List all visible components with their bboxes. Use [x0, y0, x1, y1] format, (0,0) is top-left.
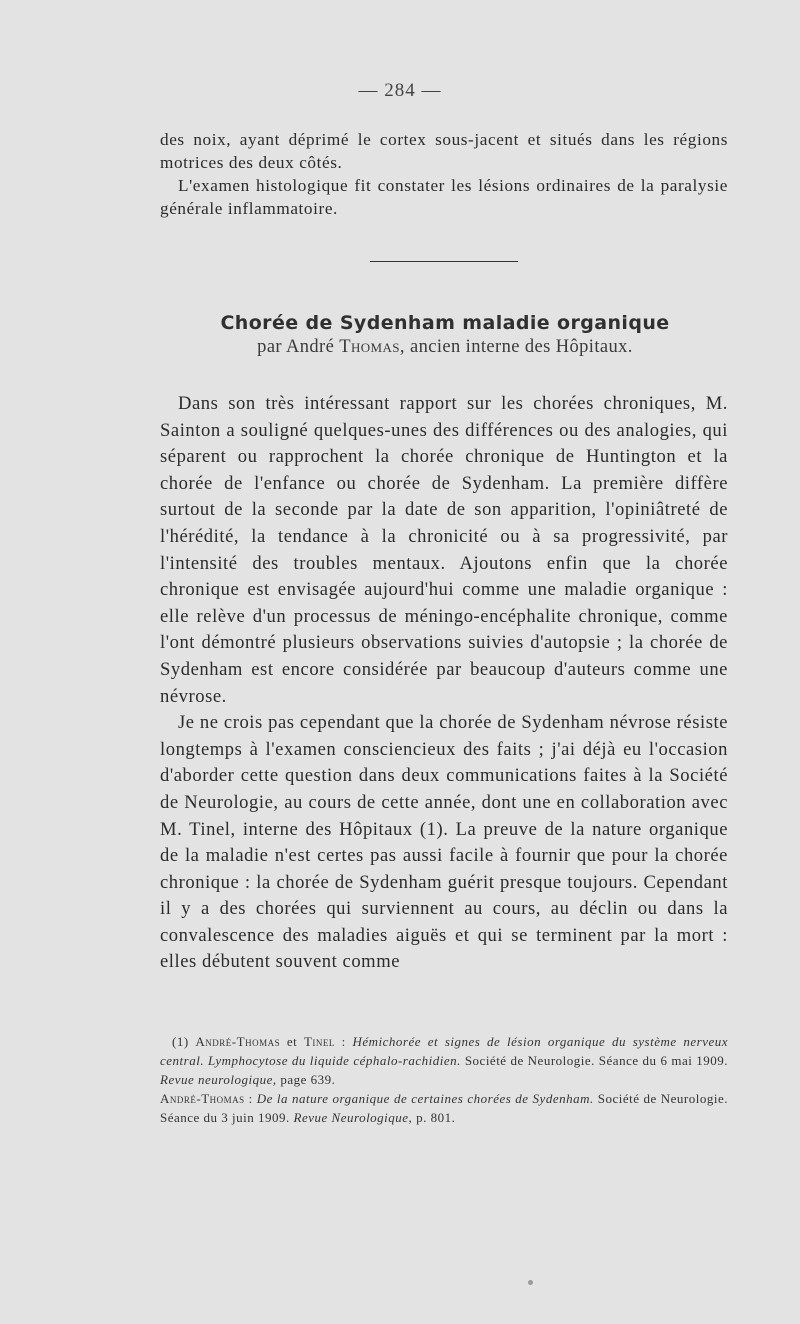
page-number: — 284 —	[358, 80, 442, 101]
footnote-2-author: André-Thomas	[160, 1091, 245, 1106]
footnote-2-details: Société de Neurologie. Séance du 3 juin 1909.	[160, 1091, 728, 1125]
intro-paragraph-1: des noix, ayant déprimé le cortex sous-jacent et situés dans les régions motrices des deux côtés.	[160, 130, 728, 172]
article-byline	[0, 337, 800, 358]
footnote-1-et: et	[286, 1034, 298, 1049]
footnote-2-title: De la nature organique de certaines chorées de Sydenham.	[256, 1091, 594, 1106]
body-paragraph-2	[160, 710, 728, 976]
intro-section	[160, 128, 728, 220]
footnote-1-details: Société de Neurologie. Séance du 6 mai 1909.	[464, 1053, 729, 1068]
footnote-1-number: (1)	[172, 1034, 189, 1049]
footnote-1-page: page 639.	[280, 1072, 336, 1087]
intro-paragraph-2-text: L'examen histologique fit constater les lésions ordinaires de la paralysie générale inflammatoire.	[160, 176, 728, 218]
footnote-1	[160, 1032, 728, 1089]
paper-speck	[528, 1280, 533, 1285]
article-body	[160, 391, 728, 976]
footnote-1-journal: Revue neurologique,	[160, 1072, 277, 1087]
footnote-2-journal: Revue Neurologique,	[293, 1110, 413, 1125]
body-paragraph-2-text: Je ne crois pas cependant que la chorée de Sydenham névrose résiste longtemps à l'examen consciencieux des faits ; j'ai déjà eu l'occasion d'aborder cette question dans deux communications faites à la Société de Neurologie, au cours de cette année, dont une en collaboration avec M. Tinel, interne des Hôpitaux (1). La preuve de la nature organique de la maladie n'est certes pas aussi facile à fournir que pour la chorée chronique : la chorée de Sydenham guérit presque toujours. Cependant il y a des chorées qui surviennent au cours, au déclin ou dans la convalescence des maladies aiguës et qui se terminent par la mort : elles débutent souvent comme	[160, 712, 728, 973]
byline-author-name: Thomas	[339, 337, 400, 357]
footnote-1-author-2: Tinel	[303, 1034, 335, 1049]
footnote-1-title-2: Lymphocytose du liquide céphalo-rachidien.	[208, 1053, 461, 1068]
section-divider	[370, 261, 518, 262]
body-paragraph-1	[160, 391, 728, 710]
article-title: Chorée de Sydenham maladie organique	[220, 312, 670, 334]
intro-paragraph-2	[160, 174, 728, 220]
footnote-1-author-1: André-Thomas	[195, 1034, 281, 1049]
footnotes	[160, 1032, 728, 1127]
footnote-1-colon: :	[334, 1034, 353, 1049]
footnote-2	[160, 1089, 728, 1127]
byline-suffix: , ancien interne des Hôpitaux.	[399, 337, 633, 357]
footnote-1-title: Hémichorée et signes de lésion organique du système nerveux central.	[160, 1034, 729, 1068]
body-paragraph-1-text: Dans son très intéressant rapport sur les chorées chroniques, M. Sainton a souligné quelques-unes des différences ou des analogies, qui séparent ou rapprochent la chorée chronique de Huntington et la chorée de l'enfance ou chorée de Sydenham. La première diffère surtout de la seconde par la date de son apparition, l'opiniâtreté de l'hérédité, la tendance à la chronicité ou à sa progressivité, par l'intensité des troubles mentaux. Ajoutons enfin que la chorée chronique est envisagée aujourd'hui comme une maladie organique : elle relève d'un processus de méningo-encéphalite chronique, comme l'ont démontré plusieurs observations suivies d'autopsie ; la chorée de Sydenham est encore considérée par beaucoup d'auteurs comme une névrose.	[160, 393, 728, 707]
footnote-2-colon: :	[244, 1091, 257, 1106]
byline-prefix: par André	[257, 337, 335, 357]
footnote-2-page: p. 801.	[416, 1110, 456, 1125]
